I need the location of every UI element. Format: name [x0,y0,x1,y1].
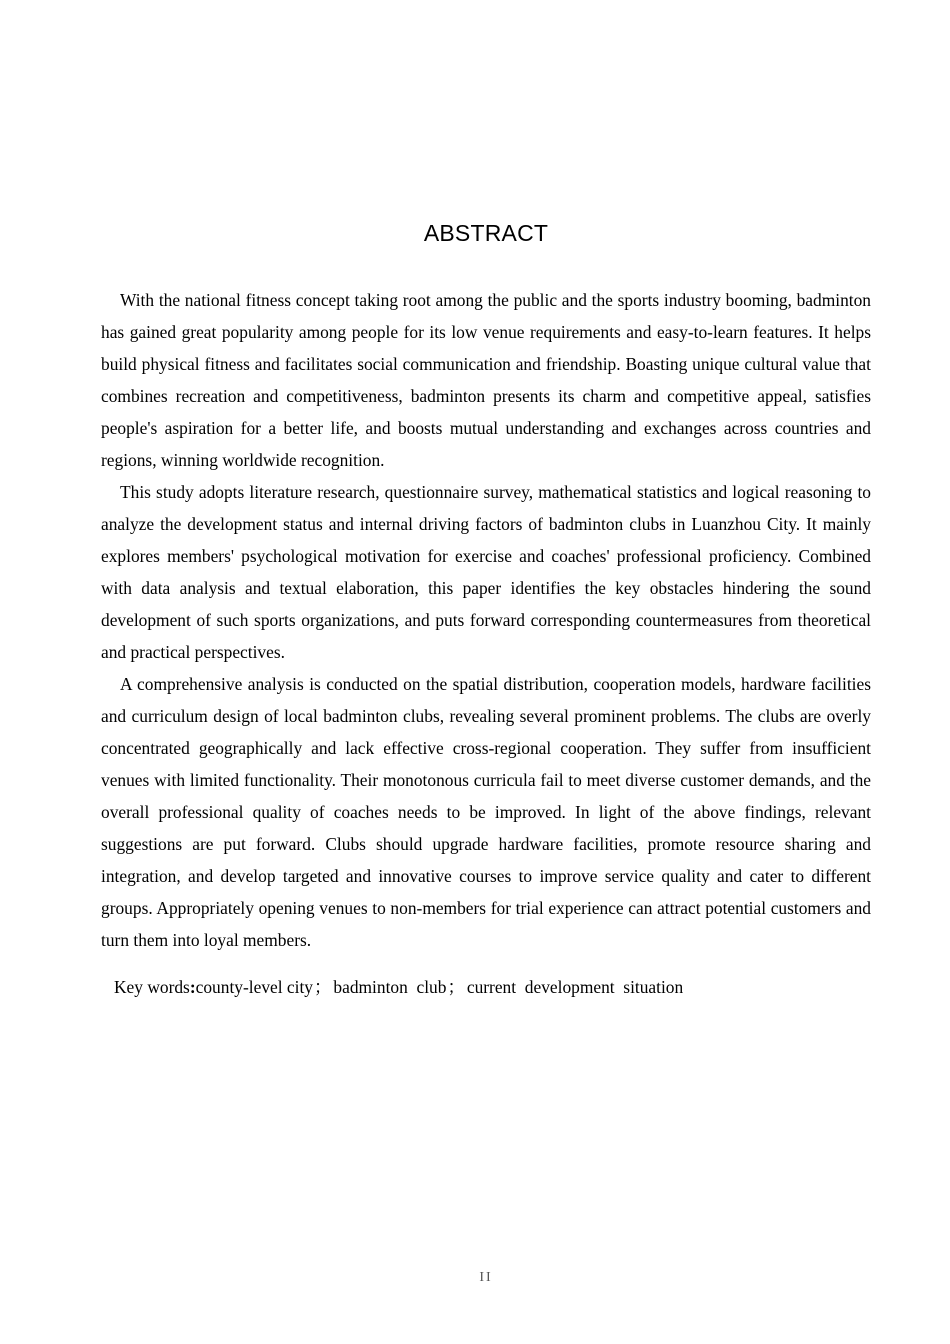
keyword-separator: ； [447,977,465,997]
abstract-body [101,284,871,956]
keyword-item: current development situation [466,977,684,997]
keywords-label: Key words [114,977,190,997]
abstract-paragraph-2: This study adopts literature research, questionnaire survey, mathematical statistics and logical reasoning to analyze the development status and internal driving factors of badminton clubs in Luanzhou City. It mainly explores members' psychological motivation for exercise and coaches' professional proficiency. Combined with data analysis and textual elaboration, this paper identifies the key obstacles hindering the sound development of such sports organizations, and puts forward corresponding countermeasures from theoretical and practical perspectives. [101,482,871,662]
abstract-title: ABSTRACT [423,220,549,246]
keyword-item: badminton club [333,977,447,997]
abstract-paragraph-3: A comprehensive analysis is conducted on the spatial distribution, cooperation models, hardware facilities and curriculum design of local badminton clubs, revealing several prominent problems. The clubs are overly concentrated geographically and lack effective cross-regional cooperation. They suffer from insufficient venues with limited functionality. Their monotonous curricula fail to meet diverse customer demands, and the overall professional quality of coaches needs to be improved. In light of the above findings, relevant suggestions are put forward. Clubs should upgrade hardware facilities, promote resource sharing and integration, and develop targeted and innovative courses to improve service quality and cater to different groups. Appropriately opening venues to non-members for trial experience can attract potential customers and turn them into loyal members. [101,674,871,950]
abstract-paragraph-1: With the national fitness concept taking root among the public and the sports industry booming, badminton has gained great popularity among people for its low venue requirements and easy-to-learn features. It helps build physical fitness and facilitates social communication and friendship. Boasting unique cultural value that combines recreation and competitiveness, badminton presents its charm and competitive appeal, satisfies people's aspiration for a better life, and boosts mutual understanding and exchanges across countries and regions, winning worldwide recognition. [101,290,871,470]
keyword-item: county-level city [195,977,313,997]
keywords-line [114,972,874,1002]
keywords-colon: : [189,977,196,997]
keyword-separator: ； [314,977,332,997]
page-number: II [479,1270,493,1285]
